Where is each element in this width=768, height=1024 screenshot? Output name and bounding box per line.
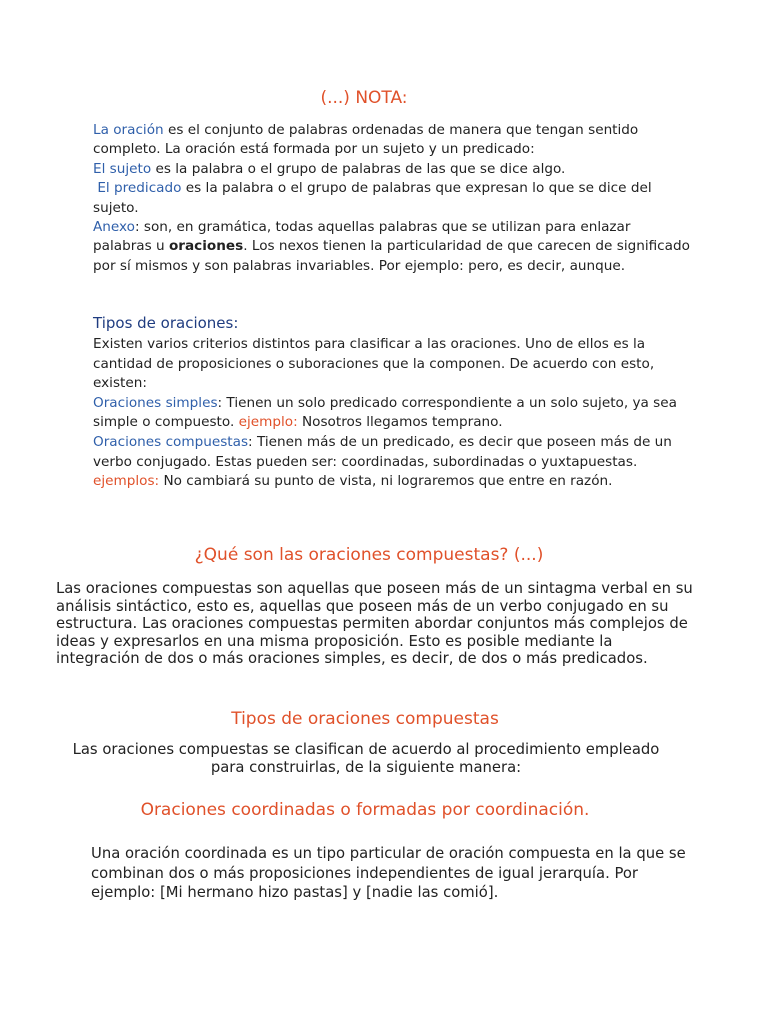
definicion-sujeto-text: es la palabra o el grupo de palabras de las que se dice algo. [151,160,566,177]
ejemplos-compuestas [93,472,693,492]
definicion-predicado-text: es la palabra o el grupo de palabras que expresan lo que se dice del sujeto. [93,180,652,216]
definicion-oracion-text: es el conjunto de palabras ordenadas de manera que tengan sentido completo. La oración está formada por un sujeto y un predicado: [93,122,639,158]
nota-section [93,121,693,276]
oraciones-compuestas-text: : Tienen más de un predicado, es decir que poseen más de un verbo conjugado. Estas pueden ser: coordinadas, subordinadas o yuxtapuestas. [93,433,672,470]
definicion-anexo-text-a: : son, en gramática, todas aquellas palabras que se utilizan para enlazar palabras u [93,219,631,255]
definicion-predicado [93,179,693,218]
term-oraciones-bold: oraciones [168,238,244,255]
tipos-section [93,335,693,492]
ejemplo-text: Nosotros llegamos temprano. [297,414,503,431]
nota-title: (...) NOTA: [320,88,408,108]
term-oraciones-compuestas: Oraciones compuestas [93,433,249,450]
que-son-body: Las oraciones compuestas son aquellas que poseen más de un sintagma verbal en su análisis sintáctico, esto es, aquellas que poseen más de un verbo conjugado en su estructura. Las oraciones compuestas permiten abordar conjuntos más complejos de ideas y expresarlos en una misma proposición. Esto es posible mediante la integración de dos o más oraciones simples, es decir, de dos o más predicados. [56,580,693,668]
oraciones-simples-text: : Tienen un solo predicado correspondiente a un solo sujeto, ya sea simple o compuesto. [93,394,677,431]
term-sujeto: El sujeto [93,160,152,177]
term-anexo: Anexo [93,219,135,236]
definicion-sujeto [93,160,693,179]
ejemplos-label: ejemplos: [93,473,160,490]
term-oraciones-simples: Oraciones simples [93,394,218,411]
que-son-title: ¿Qué son las oraciones compuestas? (...) [194,545,544,565]
definicion-oracion [93,121,693,160]
definicion-anexo [93,218,693,276]
coordinadas-title: Oraciones coordinadas o formadas por coordinación. [140,800,590,820]
term-oracion: La oración [93,122,164,138]
coordinadas-body: Una oración coordinada es un tipo particular de oración compuesta en la que se combinan dos o más proposiciones independientes de igual jerarquía. Por ejemplo: [Mi hermano hizo pastas] y [nadie las comió]. [91,845,686,902]
oraciones-compuestas [93,433,693,472]
tipos-compuestas-title: Tipos de oraciones compuestas [231,709,499,729]
tipos-compuestas-body: Las oraciones compuestas se clasifican de acuerdo al procedimiento empleado para construirlas, de la siguiente manera: [72,741,660,776]
tipos-heading: Tipos de oraciones: [93,314,239,332]
definicion-anexo-text-b: . Los nexos tienen la particularidad de que carecen de significado por sí mismos y son palabras invariables. Por ejemplo: pero, es decir, aunque. [93,238,690,274]
oraciones-simples [93,394,693,433]
ejemplo-label: ejemplo: [238,414,298,431]
term-predicado: El predicado [93,180,182,197]
tipos-intro: Existen varios criterios distintos para clasificar a las oraciones. Uno de ellos es la cantidad de proposiciones o suboraciones que la componen. De acuerdo con esto, existen: [93,336,655,392]
ejemplos-text: No cambiará su punto de vista, ni lograremos que entre en razón. [159,473,613,490]
